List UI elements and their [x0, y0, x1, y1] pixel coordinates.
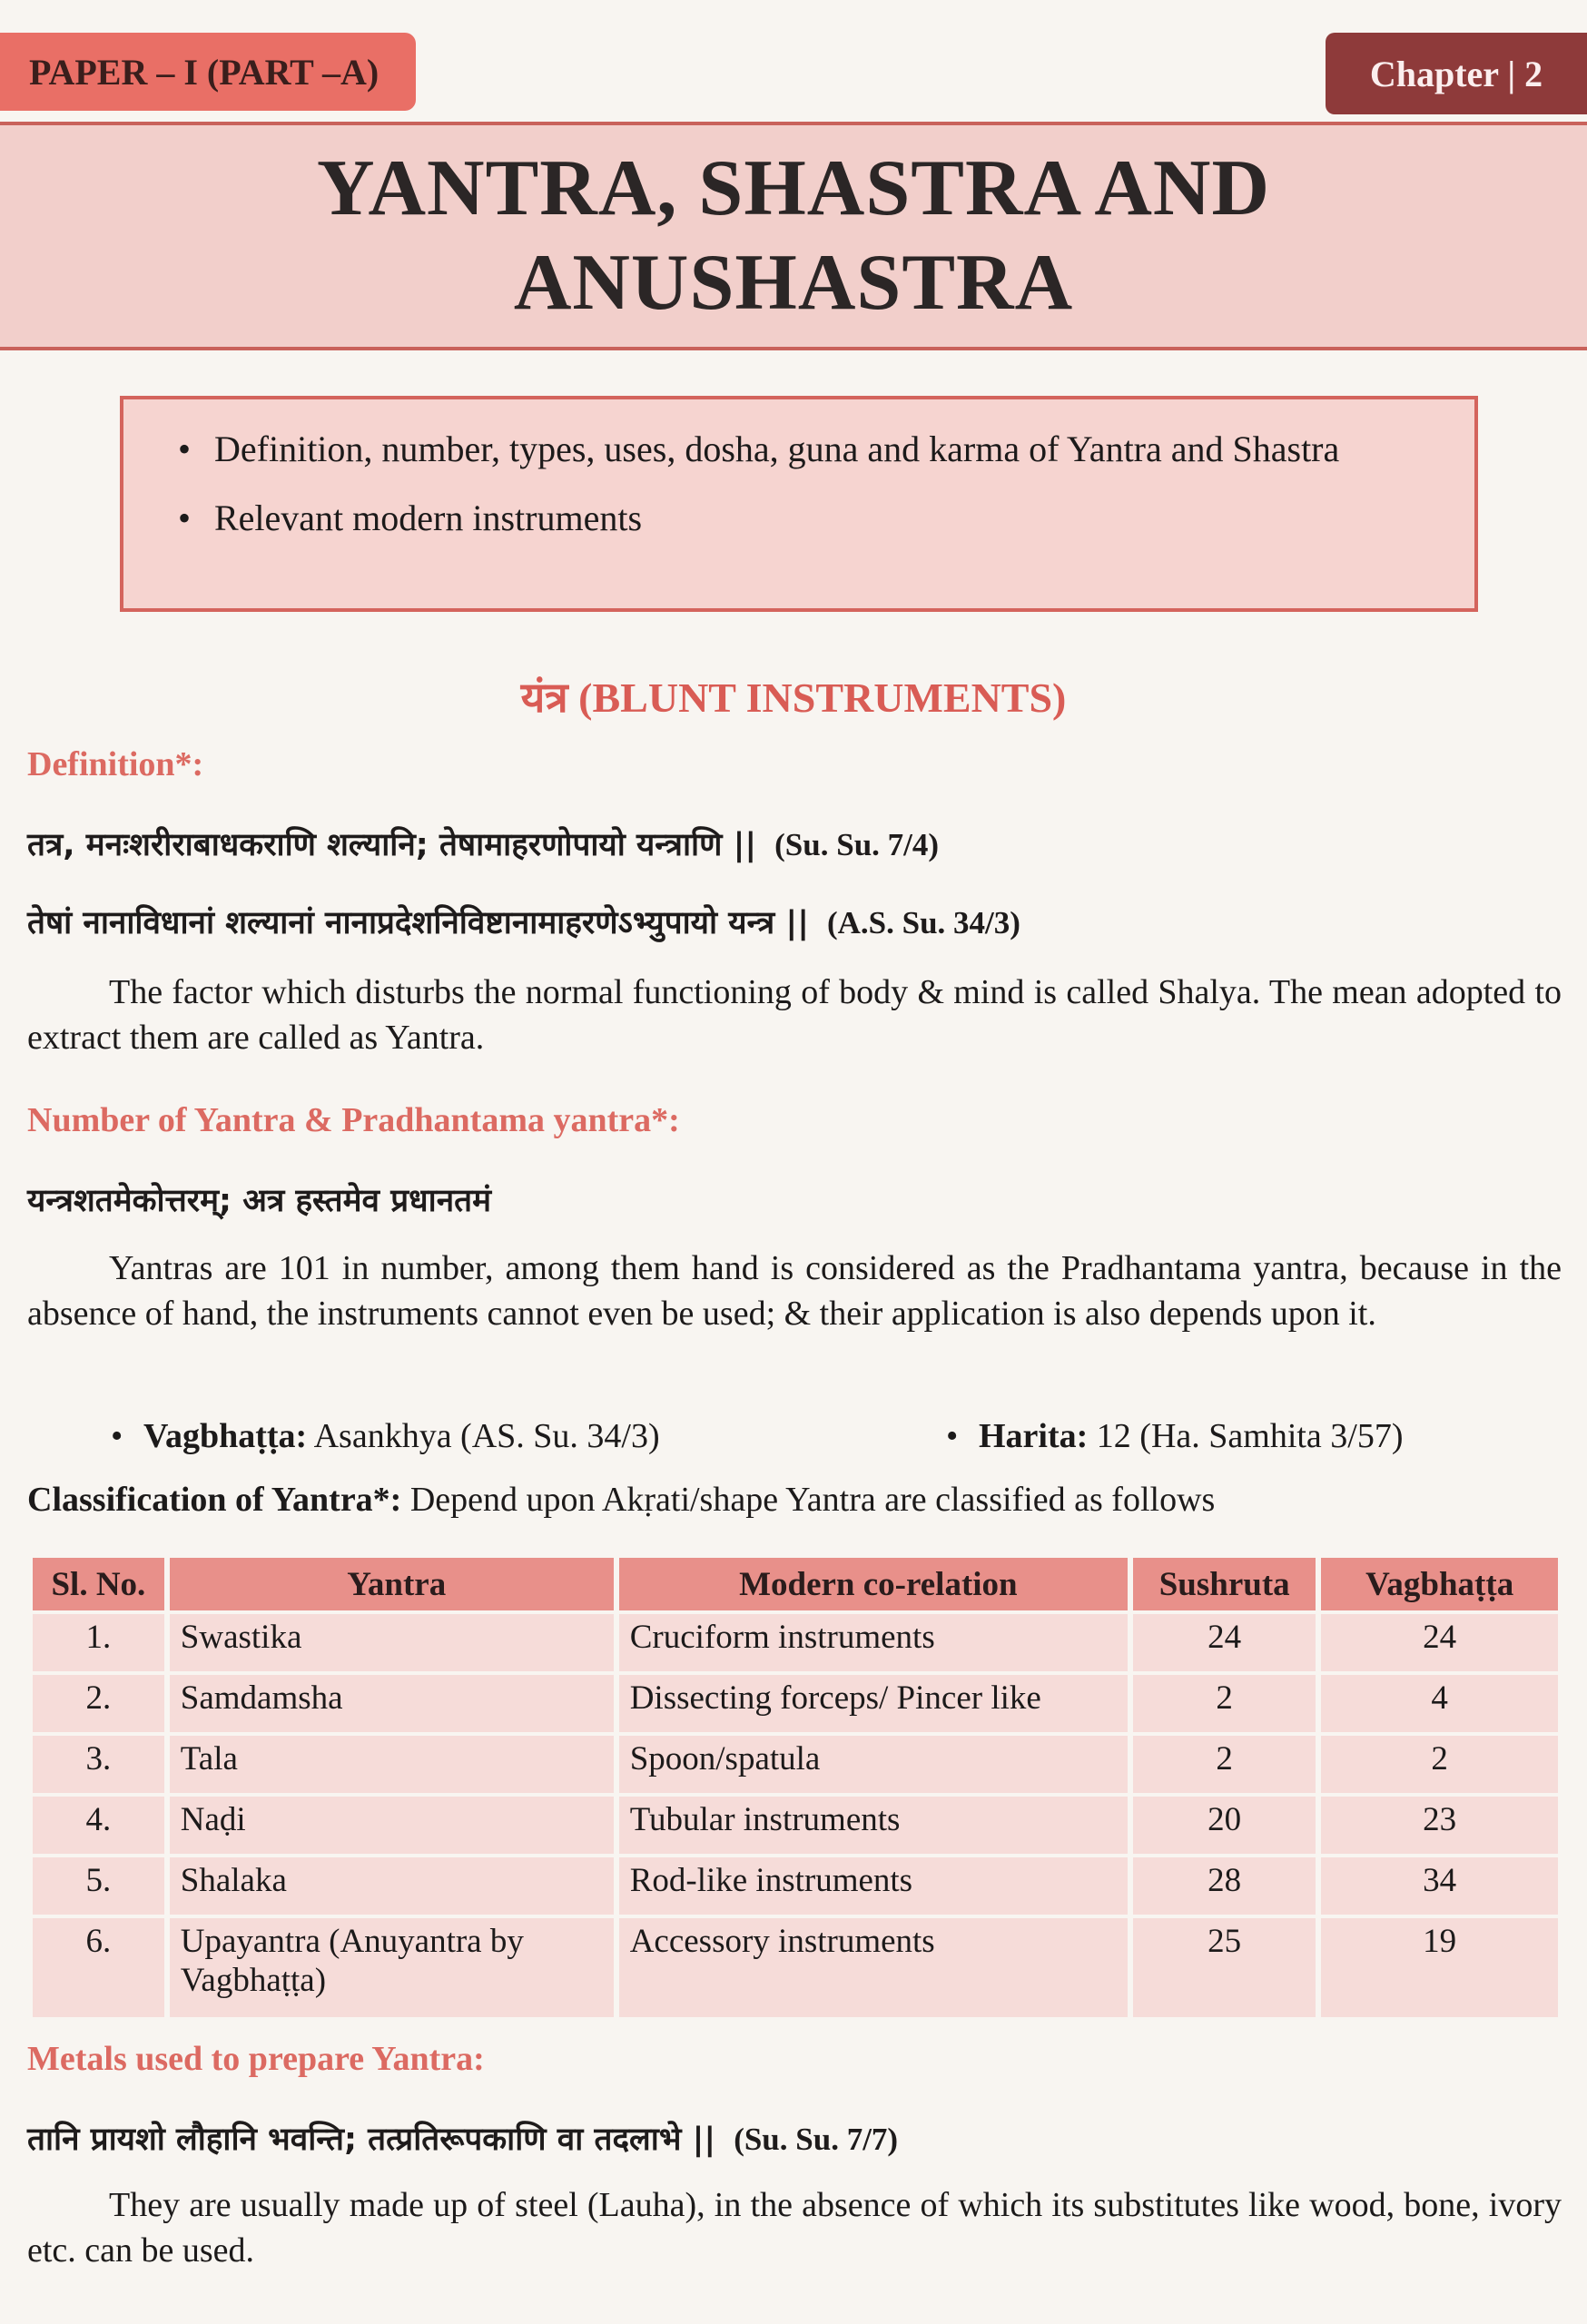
paragraph-text: They are usually made up of steel (Lauha), in the absence of which its substitutes like wood, bone, ivory etc. can be used. [27, 2186, 1562, 2270]
cell-sushruta: 28 [1133, 1857, 1316, 1915]
column-header-vagbhatta: Vagbhaṭṭa [1321, 1558, 1558, 1610]
number-paragraph [27, 1246, 1562, 1336]
verse-reference: (Su. Su. 7/4) [774, 827, 940, 862]
verse-reference: (A.S. Su. 34/3) [826, 905, 1020, 940]
cell-modern: Tubular instruments [619, 1797, 1128, 1854]
cell-sushruta: 20 [1133, 1797, 1316, 1854]
cell-vagbhatta: 4 [1321, 1675, 1558, 1732]
cell-sl-no: 4. [33, 1797, 164, 1854]
paragraph-text: The factor which disturbs the normal functioning of body & mind is called Shalya. The mean adopted to extract them are called as Yantra. [27, 973, 1562, 1057]
table-row [33, 1614, 1558, 1671]
table-row [33, 1675, 1558, 1732]
bullet-text: 12 (Ha. Samhita 3/57) [1096, 1417, 1404, 1455]
verse-text: तानि प्रायशो लौहानि भवन्ति; तत्प्रतिरूपकाणि वा तदलाभे || [27, 2122, 716, 2158]
cell-sushruta: 24 [1133, 1614, 1316, 1671]
table-header-row [33, 1558, 1558, 1610]
classification-label: Classification of Yantra*: [27, 1481, 402, 1519]
cell-sushruta: 2 [1133, 1736, 1316, 1793]
verse-text: तेषां नानाविधानां शल्यानां नानाप्रदेशनिविष्टानामाहरणेऽभ्युपायो यन्त्र || [27, 905, 809, 941]
definition-paragraph [27, 970, 1562, 1060]
chapter-title-band [0, 122, 1587, 350]
cell-modern: Rod-like instruments [619, 1857, 1128, 1915]
paper-label: PAPER – I (PART –A) [0, 33, 416, 111]
cell-modern: Cruciform instruments [619, 1614, 1128, 1671]
cell-vagbhatta: 34 [1321, 1857, 1558, 1915]
definition-heading: Definition*: [27, 745, 204, 783]
verse-text: तत्र, मनःशरीराबाधकराणि शल्यानि; तेषामाहरणोपायो यन्त्राणि || [27, 827, 757, 863]
cell-vagbhatta: 2 [1321, 1736, 1558, 1793]
bullet-label: Harita: [979, 1417, 1089, 1455]
number-heading: Number of Yantra & Pradhantama yantra*: [27, 1101, 680, 1139]
topic-item: • Relevant modern instruments [214, 496, 1433, 541]
column-header-yantra: Yantra [170, 1558, 614, 1610]
section-title: यंत्र (BLUNT INSTRUMENTS) [520, 675, 1067, 721]
bullet-label: Vagbhaṭṭa: [143, 1417, 308, 1455]
cell-yantra: Naḍi [170, 1797, 614, 1854]
definition-verse-1 [27, 822, 939, 865]
classification-line [27, 1480, 1215, 1520]
table-row [33, 1736, 1558, 1793]
column-header-sushruta: Sushruta [1133, 1558, 1316, 1610]
harita-bullet [979, 1416, 1404, 1456]
cell-modern: Dissecting forceps/ Pincer like [619, 1675, 1128, 1732]
cell-sl-no: 3. [33, 1736, 164, 1793]
column-header-sl-no: Sl. No. [33, 1558, 164, 1610]
yantra-classification-table [27, 1554, 1563, 2021]
cell-sl-no: 1. [33, 1614, 164, 1671]
cell-modern: Spoon/spatula [619, 1736, 1128, 1793]
cell-yantra: Shalaka [170, 1857, 614, 1915]
metals-paragraph [27, 2182, 1562, 2273]
chapter-label: Chapter | 2 [1326, 33, 1587, 114]
syllabus-topics-box [120, 396, 1478, 612]
topic-item: • Definition, number, types, uses, dosha, guna and karma of Yantra and Shastra [214, 427, 1433, 472]
cell-yantra: Swastika [170, 1614, 614, 1671]
classification-text: Depend upon Akṛati/shape Yantra are classified as follows [409, 1481, 1216, 1519]
cell-sushruta: 2 [1133, 1675, 1316, 1732]
table-row [33, 1857, 1558, 1915]
metals-heading: Metals used to prepare Yantra: [27, 2040, 485, 2078]
cell-vagbhatta: 19 [1321, 1918, 1558, 2017]
cell-yantra: Samdamsha [170, 1675, 614, 1732]
table-row [33, 1918, 1558, 2017]
cell-vagbhatta: 24 [1321, 1614, 1558, 1671]
cell-yantra: Tala [170, 1736, 614, 1793]
cell-vagbhatta: 23 [1321, 1797, 1558, 1854]
number-verse: यन्त्रशतमेकोत्तरम्; अत्र हस्तमेव प्रधानतमं [27, 1183, 492, 1219]
vagbhatta-bullet [143, 1416, 660, 1456]
cell-sl-no: 5. [33, 1857, 164, 1915]
cell-sl-no: 6. [33, 1918, 164, 2017]
bullet-text: Asankhya (AS. Su. 34/3) [313, 1417, 660, 1455]
paragraph-text: Yantras are 101 in number, among them hand is considered as the Pradhantama yantra, because in the absence of hand, the instruments cannot even be used; & their application is also depends upon it. [27, 1249, 1562, 1333]
table-row [33, 1797, 1558, 1854]
cell-modern: Accessory instruments [619, 1918, 1128, 2017]
chapter-title-line-2: ANUSHASTRA [513, 239, 1074, 327]
definition-verse-2 [27, 901, 1020, 943]
cell-sushruta: 25 [1133, 1918, 1316, 2017]
column-header-modern: Modern co-relation [619, 1558, 1128, 1610]
metals-verse [27, 2117, 898, 2160]
chapter-title-line-1: YANTRA, SHASTRA AND [317, 144, 1270, 232]
cell-sl-no: 2. [33, 1675, 164, 1732]
cell-yantra: Upayantra (Anuyantra by Vagbhaṭṭa) [170, 1918, 614, 2017]
verse-reference: (Su. Su. 7/7) [734, 2122, 899, 2157]
